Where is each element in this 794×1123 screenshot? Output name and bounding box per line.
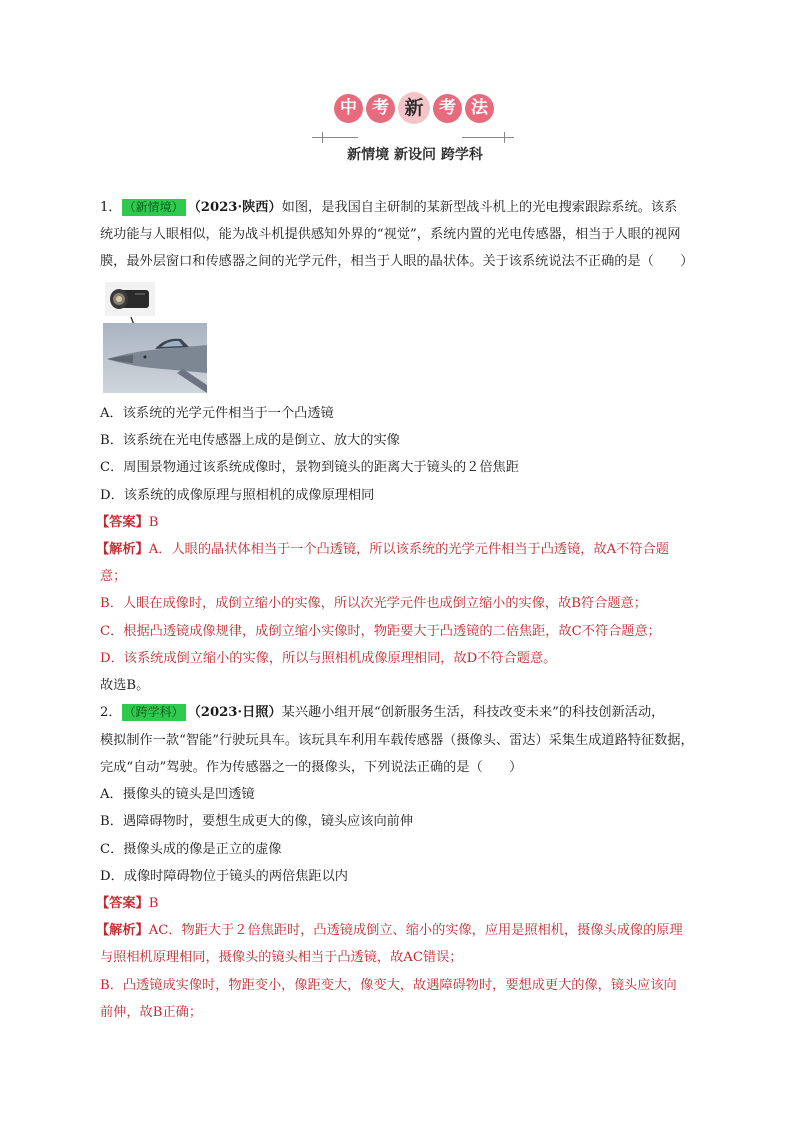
q2-analysis-line: 前伸，故B正确； — [100, 1005, 203, 1020]
q1-conclusion: 故选B。 — [100, 678, 150, 693]
q1-option-b: B．该系统在光电传感器上成的是倒立、放大的实像 — [100, 433, 400, 448]
answer-value: B — [148, 896, 159, 911]
title-char: 新 — [398, 92, 430, 124]
q2-analysis-line: 与照相机原理相同，摄像头的镜头相当于凸透镜，故AC错误； — [100, 950, 463, 965]
q1-analysis-line: C．根据凸透镜成像规律，成倒立缩小实像时，物距要大于凸透镜的二倍焦距，故C不符合题意； — [100, 624, 661, 639]
q1-number: 1． — [100, 200, 122, 215]
title-char: 考 — [366, 94, 395, 123]
q1-option-d: D．该系统的成像原理与照相机的成像原理相同 — [100, 488, 375, 503]
q2-option-c: C．摄像头成的像是正立的虚像 — [100, 842, 282, 857]
q2-stem-line: 完成“自动”驾驶。作为传感器之一的摄像头，下列说法正确的是（ ） — [100, 760, 523, 775]
answer-label: 【答案】 — [96, 896, 149, 911]
q2-option-b: B．遇障碍物时，要想生成更大的像，镜头应该向前伸 — [100, 814, 414, 829]
q1-option-c: C．周围景物通过该系统成像时，景物到镜头的距离大于镜头的２倍焦距 — [100, 460, 519, 475]
q1-option-a: A．该系统的光学元件相当于一个凸透镜 — [100, 406, 334, 421]
sensor-device-image — [105, 282, 155, 316]
q2-analysis-line: B．凸透镜成实像时，物距变小，像距变大，像变大，故遇障碍物时，要想成更大的像，镜头应该向 — [100, 978, 677, 993]
q1-stem-text: 如图，是我国自主研制的某新型战斗机上的光电搜索跟踪系统。该系 — [281, 200, 678, 215]
title-char: 中 — [334, 94, 363, 123]
q2-source: （2023·日照） — [187, 705, 282, 720]
q1-stem-line: 统功能与人眼相似，能为战斗机提供感知外界的“视觉”，系统内置的光电传感器，相当于人眼的视网 — [100, 227, 681, 242]
section-header — [0, 92, 794, 172]
q1-analysis-line: D．该系统成倒立缩小的实像，所以与照相机成像原理相同，故D不符合题意。 — [100, 651, 557, 666]
title-badges — [334, 94, 497, 124]
q1-source: （2023·陕西） — [187, 200, 282, 215]
header-tick — [322, 132, 323, 143]
q1-stem-line: 膜，最外层窗口和传感器之间的光学元件，相当于人眼的晶状体。关于该系统说法不正确的是（ ） — [100, 254, 694, 269]
answer-label: 【答案】 — [96, 515, 149, 530]
analysis-text: AC．物距大于２倍焦距时，凸透镜成倒立、缩小的实像，应用是照相机，摄像头成像的原理 — [148, 923, 683, 938]
analysis-label: 【解析】 — [96, 542, 149, 557]
header-rule-left — [312, 137, 358, 138]
q2-stem-text: 某兴趣小组开展“创新服务生活，科技改变未来”的科技创新活动， — [281, 705, 665, 720]
q2-stem-line: 模拟制作一款“智能”行驶玩具车。该玩具车利用车载传感器（摄像头、雷达）采集生成道路特征数据， — [100, 733, 694, 748]
q2-number: 2． — [100, 705, 122, 720]
q2-option-d: D．成像时障碍物位于镜头的两倍焦距以内 — [100, 869, 348, 884]
answer-value: B — [148, 515, 159, 530]
q1-tag: （新情境） — [123, 200, 184, 214]
q2-stem-line — [100, 703, 720, 723]
title-char: 法 — [465, 94, 494, 123]
q2-analysis-line — [96, 921, 716, 941]
title-char: 考 — [433, 94, 462, 123]
q1-answer — [96, 513, 716, 533]
analysis-text: A．人眼的晶状体相当于一个凸透镜，所以该系统的光学元件相当于凸透镜，故A不符合题 — [148, 542, 669, 557]
q1-analysis-line: 意； — [100, 569, 127, 584]
fighter-jet-image — [103, 323, 207, 393]
analysis-label: 【解析】 — [96, 923, 149, 938]
header-tick — [504, 132, 505, 143]
header-rule-right — [462, 137, 514, 138]
q2-answer — [96, 894, 716, 914]
q2-option-a: A．摄像头的镜头是凹透镜 — [100, 787, 255, 802]
q2-tag: （跨学科） — [123, 705, 184, 719]
q1-stem-line — [100, 198, 720, 218]
q1-analysis-line — [96, 540, 716, 560]
q1-analysis-line: B．人眼在成像时，成倒立缩小的实像，所以次光学元件也成倒立缩小的实像，故B符合题意； — [100, 596, 647, 611]
header-subtitle: 新情境 新设问 跨学科 — [347, 147, 483, 163]
